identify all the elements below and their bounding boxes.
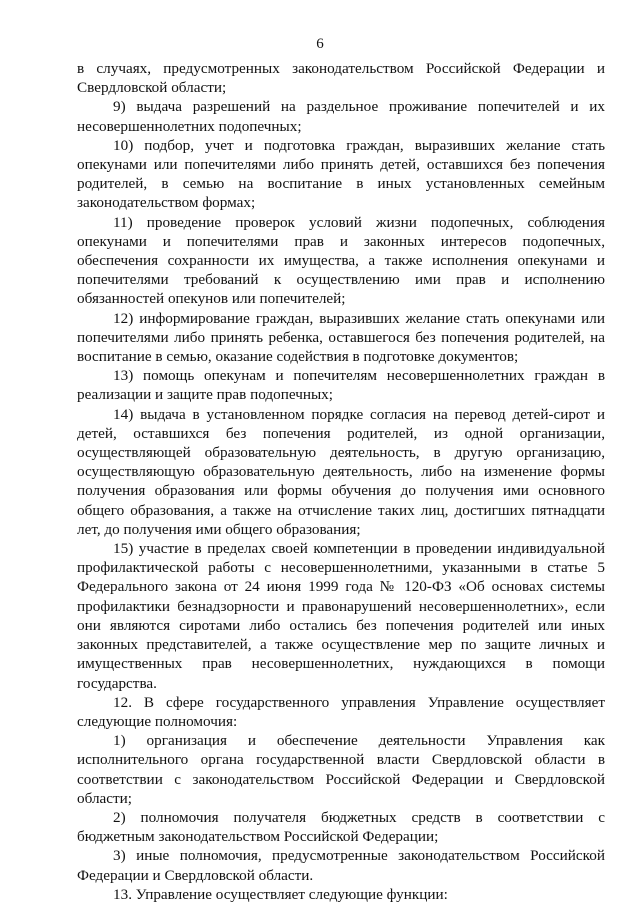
paragraph-item-15: 15) участие в пределах своей компетенции в проведении индивидуальной профилактической работы с несовершеннолетними, указанными в статье 5 Федерального закона от 24 июня 1999 года № 120-ФЗ «Об основах системы профилактики безнадзорности и правонарушений несовершеннолетних», если они являются сиротами либо остались без попечения родителей или иных законных представителей, а также осуществление мер по защите личных и имущественных прав несовершеннолетних, нуждающихся в помощи государства. xyxy=(77,540,605,692)
section-13-heading: 13. Управление осуществляет следующие функции: xyxy=(113,885,448,903)
paragraph-item-11: 11) проведение проверок условий жизни подопечных, соблюдения опекунами и попечителями прав и законных интересов подопечных, обеспечения сохранности их имущества, а также исполнения опекунами и попечителями требований к осуществлению ими прав и исполнению обязанностей опекунов или попечителей; xyxy=(77,213,605,308)
section-12-item-2: 2) полномочия получателя бюджетных средств в соответствии с бюджетным законодательством Российской Федерации; xyxy=(77,808,605,846)
paragraph-item-9: 9) выдача разрешений на раздельное проживание попечителей и их несовершеннолетних подопечных; xyxy=(77,98,605,135)
paragraph-continuation: в случаях, предусмотренных законодательством Российской Федерации и Свердловской области; xyxy=(77,60,605,97)
paragraph-item-14: 14) выдача в установленном порядке согласия на перевод детей-сирот и детей, оставшихся без попечения родителей, из одной организации, осуществляющей образовательную деятельность, в другую организацию, осуществляющую образовательную деятельность, либо на изменение формы получения образования или формы обучения до получения ими основного общего образования, а также на отчисление таких лиц, достигших пятнадцати лет, до получения ими общего образования; xyxy=(77,405,605,538)
document-body xyxy=(77,59,605,904)
paragraph-item-13: 13) помощь опекунам и попечителям несовершеннолетних граждан в реализации и защите прав подопечных; xyxy=(77,367,605,404)
paragraph-item-12: 12) информирование граждан, выразивших желание стать опекунами или попечителями либо принять ребенка, оставшегося без попечения родителей, на воспитание в семью, оказание содействия в подготовке документов; xyxy=(77,309,605,366)
page-number: 6 xyxy=(316,36,324,52)
section-12-heading: 12. В сфере государственного управления Управление осуществляет следующие полномочия: xyxy=(77,693,605,730)
paragraph-item-10: 10) подбор, учет и подготовка граждан, выразивших желание стать опекунами или попечителями либо принять детей, оставшихся без попечения родителей, в семью на воспитание в иных установленных семейным законодательством формах; xyxy=(77,136,605,212)
section-12-item-1: 1) организация и обеспечение деятельности Управления как исполнительного органа государственной власти Свердловской области в соответствии с законодательством Российской Федерации и Свердловской области; xyxy=(77,732,605,807)
section-12-item-3: 3) иные полномочия, предусмотренные законодательством Российской Федерации и Свердловской области. xyxy=(77,847,605,884)
